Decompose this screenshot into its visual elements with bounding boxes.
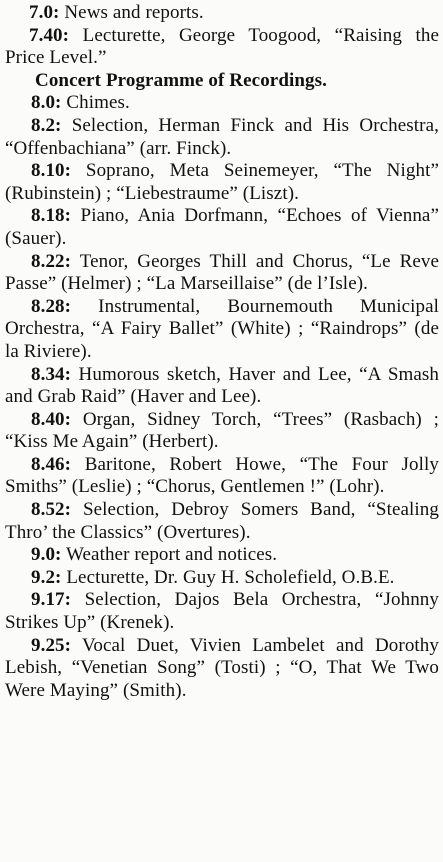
programme-entry (5, 454, 439, 499)
entry-text: Soprano, Meta Seinemeyer, “The Night” (Rubinstein) ; “Liebestraume” (Liszt). (5, 160, 439, 204)
entry-text: News and reports. (64, 2, 204, 23)
entry-time: 9.0: (31, 544, 62, 566)
programme-entry (5, 25, 439, 70)
entry-time: 8.34: (31, 363, 72, 385)
entry-text: Vocal Duet, Vivien Lambelet and Dorothy Lebish, “Venetian Song” (Tosti) ; “O, That We Two Were Maying” (Smith). (5, 634, 439, 701)
programme-entry (5, 205, 439, 250)
programme-entry (5, 92, 439, 115)
entry-text: Selection, Herman Finck and His Orchestra, “Offenbachiana” (arr. Finck). (5, 114, 439, 159)
entry-time: 8.2: (31, 114, 62, 136)
entry-time: 7.0: (29, 2, 60, 23)
entry-time: 8.0: (31, 92, 62, 114)
entry-text: Lecturette, Dr. Guy H. Scholefield, O.B.E. (66, 566, 395, 588)
entry-time: 9.17: (31, 589, 72, 611)
entry-text: Humorous sketch, Haver and Lee, “A Smash and Grab Raid” (Haver and Lee). (5, 363, 439, 408)
section-heading: Concert Programme of Recordings. (35, 69, 327, 91)
entry-time: 7.40: (29, 24, 70, 46)
entry-time: 8.46: (31, 453, 72, 475)
entry-time: 8.10: (31, 160, 72, 182)
entry-text: Chimes. (66, 92, 130, 114)
programme-entry (5, 296, 439, 364)
entry-text: Selection, Debroy Somers Band, “Stealing Thro’ the Classics” (Overtures). (5, 499, 439, 543)
entry-time: 8.52: (31, 499, 72, 521)
entry-time: 9.25: (31, 634, 72, 656)
entry-text: Piano, Ania Dorfmann, “Echoes of Vienna” (Sauer). (5, 205, 439, 249)
entry-text: Lecturette, George Toogood, “Raising the Price Level.” (5, 24, 439, 69)
programme-entry (5, 544, 439, 567)
programme-entry (5, 567, 439, 590)
entry-text: Weather report and notices. (66, 544, 278, 566)
programme-entry (5, 251, 439, 296)
programme-entry (5, 409, 439, 454)
entry-time: 8.22: (31, 250, 72, 272)
programme-entry (5, 160, 439, 205)
programme-entry (5, 589, 439, 634)
entry-time: 8.18: (31, 205, 72, 227)
entry-text: Instrumental, Bournemouth Municipal Orchestra, “A Fairy Ballet” (White) ; “Raindrops” (de la Riviere). (5, 295, 439, 362)
entry-text: Selection, Dajos Bela Orchestra, “Johnny Strikes Up” (Krenek). (5, 589, 439, 634)
entry-time: 8.40: (31, 408, 72, 430)
entry-text: Tenor, Georges Thill and Chorus, “Le Reve Passe” (Helmer) ; “La Marseillaise” (de l’Isle). (5, 250, 440, 295)
programme-entry (5, 115, 439, 160)
entry-text: Organ, Sidney Torch, “Trees” (Rasbach) ; “Kiss Me Again” (Herbert). (5, 408, 439, 453)
programme-entry (5, 2, 439, 25)
entry-time: 8.28: (31, 295, 72, 317)
programme-entry (5, 635, 439, 703)
entry-time: 9.2: (31, 566, 62, 588)
programme-entry (5, 499, 439, 544)
programme-entry (5, 364, 439, 409)
entry-text: Baritone, Robert Howe, “The Four Jolly Smiths” (Leslie) ; “Chorus, Gentlemen !” (Lohr). (5, 453, 439, 498)
